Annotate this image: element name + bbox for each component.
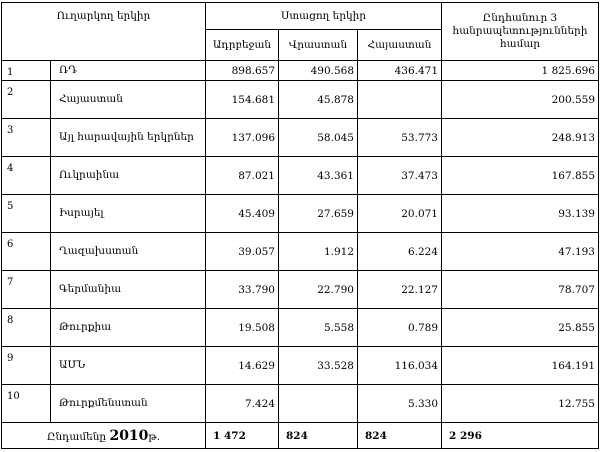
header-azerbaijan: Ադրբեջան — [206, 30, 279, 61]
country-name: Ղազախստան — [51, 233, 206, 271]
row-number: 1 — [2, 61, 51, 81]
country-name: Այլ հարավային երկրներ — [51, 119, 206, 157]
header-origin-country: Ուղարկող երկիր — [2, 3, 206, 61]
table-row — [2, 385, 599, 423]
total-georgia: 824 — [279, 423, 358, 449]
value-total: 12.755 — [442, 385, 599, 423]
row-number: 9 — [2, 347, 51, 385]
row-number: 7 — [2, 271, 51, 309]
value-total: 164.191 — [442, 347, 599, 385]
value-georgia: 58.045 — [279, 119, 358, 157]
value-total: 25.855 — [442, 309, 599, 347]
row-number: 8 — [2, 309, 51, 347]
value-armenia: 37.473 — [358, 157, 442, 195]
value-azerbaijan: 39.057 — [206, 233, 279, 271]
value-georgia: 490.568 — [279, 61, 358, 81]
value-armenia: 20.071 — [358, 195, 442, 233]
country-name: Ուկրաինա — [51, 157, 206, 195]
totals-label — [2, 423, 206, 449]
value-georgia: 27.659 — [279, 195, 358, 233]
value-azerbaijan: 7.424 — [206, 385, 279, 423]
value-georgia: 33.528 — [279, 347, 358, 385]
table-row — [2, 119, 599, 157]
country-name: ԱՄՆ — [51, 347, 206, 385]
totals-label-year: 2010 — [109, 427, 149, 444]
value-azerbaijan: 33.790 — [206, 271, 279, 309]
country-name: Իսրայել — [51, 195, 206, 233]
value-armenia: 5.330 — [358, 385, 442, 423]
value-azerbaijan: 137.096 — [206, 119, 279, 157]
value-armenia: 116.034 — [358, 347, 442, 385]
country-name: Գերմանիա — [51, 271, 206, 309]
migration-table — [1, 2, 599, 449]
value-total: 167.855 — [442, 157, 599, 195]
totals-label-suffix: թ. — [148, 430, 161, 443]
total-armenia: 824 — [358, 423, 442, 449]
value-armenia: 6.224 — [358, 233, 442, 271]
table-row — [2, 347, 599, 385]
value-georgia: 5.558 — [279, 309, 358, 347]
row-number: 6 — [2, 233, 51, 271]
value-georgia: 22.790 — [279, 271, 358, 309]
value-azerbaijan: 14.629 — [206, 347, 279, 385]
header-total-three-republics: Ընդհանուր 3 հանրապետությունների համար — [442, 3, 599, 61]
value-total: 1 825.696 — [442, 61, 599, 81]
table-row — [2, 233, 599, 271]
header-receiving-country: Ստացող երկիր — [206, 3, 442, 30]
totals-row — [2, 423, 599, 449]
total-azerbaijan: 1 472 — [206, 423, 279, 449]
value-total: 78.707 — [442, 271, 599, 309]
value-armenia: 22.127 — [358, 271, 442, 309]
table-row — [2, 195, 599, 233]
table-row — [2, 61, 599, 81]
header-georgia: Վրաստան — [279, 30, 358, 61]
row-number: 2 — [2, 81, 51, 119]
value-total: 200.559 — [442, 81, 599, 119]
value-total: 248.913 — [442, 119, 599, 157]
value-azerbaijan: 87.021 — [206, 157, 279, 195]
country-name: Հայաստան — [51, 81, 206, 119]
value-total: 47.193 — [442, 233, 599, 271]
table-row — [2, 309, 599, 347]
row-number: 5 — [2, 195, 51, 233]
header-row-1 — [2, 3, 599, 30]
row-number: 3 — [2, 119, 51, 157]
value-azerbaijan: 154.681 — [206, 81, 279, 119]
value-armenia: 53.773 — [358, 119, 442, 157]
country-name: Թուրքիա — [51, 309, 206, 347]
value-armenia: 436.471 — [358, 61, 442, 81]
value-azerbaijan: 45.409 — [206, 195, 279, 233]
value-armenia — [358, 81, 442, 119]
value-azerbaijan: 19.508 — [206, 309, 279, 347]
row-number: 10 — [2, 385, 51, 423]
value-georgia: 45.878 — [279, 81, 358, 119]
table-row — [2, 157, 599, 195]
country-name: ՌԴ — [51, 61, 206, 81]
value-georgia — [279, 385, 358, 423]
value-azerbaijan: 898.657 — [206, 61, 279, 81]
value-total: 93.139 — [442, 195, 599, 233]
total-all: 2 296 — [442, 423, 599, 449]
row-number: 4 — [2, 157, 51, 195]
country-name: Թուրքմենստան — [51, 385, 206, 423]
table-row — [2, 271, 599, 309]
value-armenia: 0.789 — [358, 309, 442, 347]
table-row — [2, 81, 599, 119]
value-georgia: 43.361 — [279, 157, 358, 195]
header-armenia: Հայաստան — [358, 30, 442, 61]
value-georgia: 1.912 — [279, 233, 358, 271]
totals-label-prefix: Ընդամենը — [46, 430, 107, 443]
